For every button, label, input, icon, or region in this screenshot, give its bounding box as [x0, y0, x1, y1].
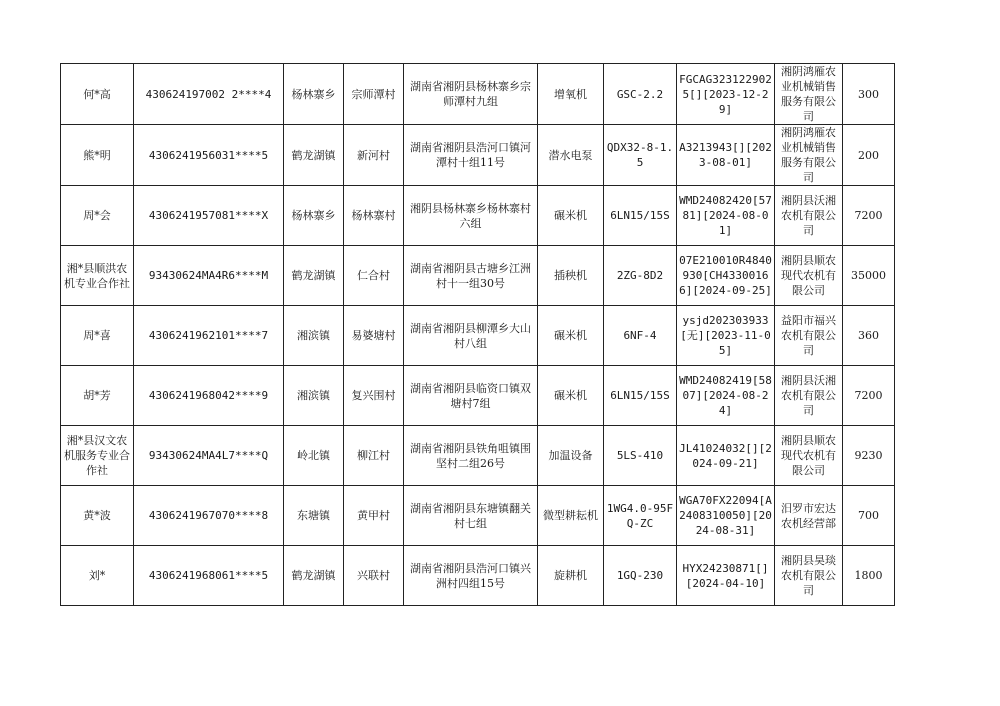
dealer-cell: 湘阴鸿雁农业机械销售服务有限公司: [775, 125, 843, 186]
id-number-cell: 93430624MA4L7****Q: [134, 426, 284, 486]
model-cell: 1GQ-230: [604, 546, 677, 606]
address-cell: 湖南省湘阴县杨林寨乡宗师潭村九组: [404, 64, 538, 125]
town-cell: 鹤龙湖镇: [284, 125, 344, 186]
machine-type-cell: 旋耕机: [538, 546, 604, 606]
id-number-cell: 4306241957081****X: [134, 186, 284, 246]
address-cell: 湖南省湘阴县古塘乡江洲村十一组30号: [404, 246, 538, 306]
serial-number-cell: ysjd202303933[无][2023-11-05]: [677, 306, 775, 366]
id-number-cell: 430624197002 2****4: [134, 64, 284, 125]
id-number-cell: 4306241968061****5: [134, 546, 284, 606]
address-cell: 湖南省湘阴县浩河口镇兴洲村四组15号: [404, 546, 538, 606]
town-cell: 鹤龙湖镇: [284, 246, 344, 306]
model-cell: QDX32-8-1.5: [604, 125, 677, 186]
table-row: [61, 306, 895, 366]
serial-number-cell: JL41024032[][2024-09-21]: [677, 426, 775, 486]
applicant-name-cell: 黄*波: [61, 486, 134, 546]
dealer-cell: 湘阴县顺农现代农机有限公司: [775, 246, 843, 306]
table-row: [61, 64, 895, 125]
town-cell: 杨林寨乡: [284, 186, 344, 246]
model-cell: GSC-2.2: [604, 64, 677, 125]
village-cell: 新河村: [344, 125, 404, 186]
dealer-cell: 湘阴县顺农现代农机有限公司: [775, 426, 843, 486]
subsidy-amount-cell: 200: [843, 125, 895, 186]
id-number-cell: 93430624MA4R6****M: [134, 246, 284, 306]
serial-number-cell: WMD24082419[5807][2024-08-24]: [677, 366, 775, 426]
model-cell: 5LS-410: [604, 426, 677, 486]
model-cell: 2ZG-8D2: [604, 246, 677, 306]
applicant-name-cell: 熊*明: [61, 125, 134, 186]
subsidy-table: [60, 63, 895, 606]
dealer-cell: 湘阴县沃湘农机有限公司: [775, 366, 843, 426]
dealer-cell: 湘阴鸿雁农业机械销售服务有限公司: [775, 64, 843, 125]
subsidy-amount-cell: 300: [843, 64, 895, 125]
subsidy-amount-cell: 360: [843, 306, 895, 366]
town-cell: 杨林寨乡: [284, 64, 344, 125]
machine-type-cell: 碾米机: [538, 186, 604, 246]
town-cell: 湘滨镇: [284, 306, 344, 366]
village-cell: 复兴围村: [344, 366, 404, 426]
applicant-name-cell: 胡*芳: [61, 366, 134, 426]
village-cell: 易婆塘村: [344, 306, 404, 366]
address-cell: 湖南省湘阴县临资口镇双塘村7组: [404, 366, 538, 426]
subsidy-amount-cell: 7200: [843, 366, 895, 426]
machine-type-cell: 潜水电泵: [538, 125, 604, 186]
town-cell: 东塘镇: [284, 486, 344, 546]
serial-number-cell: FGCAG3231229025[][2023-12-29]: [677, 64, 775, 125]
village-cell: 黄甲村: [344, 486, 404, 546]
table-row: [61, 366, 895, 426]
machine-type-cell: 增氧机: [538, 64, 604, 125]
id-number-cell: 4306241967070****8: [134, 486, 284, 546]
village-cell: 柳江村: [344, 426, 404, 486]
town-cell: 岭北镇: [284, 426, 344, 486]
village-cell: 杨林寨村: [344, 186, 404, 246]
serial-number-cell: WMD24082420[5781][2024-08-01]: [677, 186, 775, 246]
village-cell: 兴联村: [344, 546, 404, 606]
address-cell: 湖南省湘阴县铁角咀镇围坚村二组26号: [404, 426, 538, 486]
table-row: [61, 246, 895, 306]
village-cell: 宗师潭村: [344, 64, 404, 125]
applicant-name-cell: 何*高: [61, 64, 134, 125]
subsidy-amount-cell: 35000: [843, 246, 895, 306]
dealer-cell: 益阳市福兴农机有限公司: [775, 306, 843, 366]
id-number-cell: 4306241968042****9: [134, 366, 284, 426]
applicant-name-cell: 周*会: [61, 186, 134, 246]
subsidy-amount-cell: 700: [843, 486, 895, 546]
address-cell: 湖南省湘阴县东塘镇翻关村七组: [404, 486, 538, 546]
serial-number-cell: A3213943[][2023-08-01]: [677, 125, 775, 186]
serial-number-cell: WGA70FX22094[A2408310050][2024-08-31]: [677, 486, 775, 546]
address-cell: 湖南省湘阴县浩河口镇河潭村十组11号: [404, 125, 538, 186]
town-cell: 鹤龙湖镇: [284, 546, 344, 606]
table-row: [61, 426, 895, 486]
table-row: [61, 186, 895, 246]
model-cell: 6LN15/15S: [604, 366, 677, 426]
village-cell: 仁合村: [344, 246, 404, 306]
model-cell: 1WG4.0-95FQ-ZC: [604, 486, 677, 546]
serial-number-cell: HYX24230871[][2024-04-10]: [677, 546, 775, 606]
town-cell: 湘滨镇: [284, 366, 344, 426]
address-cell: 湖南省湘阴县柳潭乡大山村八组: [404, 306, 538, 366]
applicant-name-cell: 刘*: [61, 546, 134, 606]
model-cell: 6LN15/15S: [604, 186, 677, 246]
applicant-name-cell: 湘*县顺洪农机专业合作社: [61, 246, 134, 306]
dealer-cell: 湘阴县沃湘农机有限公司: [775, 186, 843, 246]
serial-number-cell: 07E210010R4840930[CH43300166][2024-09-25]: [677, 246, 775, 306]
machine-type-cell: 微型耕耘机: [538, 486, 604, 546]
id-number-cell: 4306241962101****7: [134, 306, 284, 366]
address-cell: 湘阴县杨林寨乡杨林寨村六组: [404, 186, 538, 246]
dealer-cell: 汨罗市宏达农机经营部: [775, 486, 843, 546]
machine-type-cell: 加温设备: [538, 426, 604, 486]
table-row: [61, 546, 895, 606]
machine-type-cell: 碾米机: [538, 366, 604, 426]
subsidy-amount-cell: 1800: [843, 546, 895, 606]
id-number-cell: 4306241956031****5: [134, 125, 284, 186]
subsidy-amount-cell: 9230: [843, 426, 895, 486]
dealer-cell: 湘阴县昊琰农机有限公司: [775, 546, 843, 606]
table-row: [61, 486, 895, 546]
applicant-name-cell: 周*喜: [61, 306, 134, 366]
machine-type-cell: 碾米机: [538, 306, 604, 366]
table-row: [61, 125, 895, 186]
machine-type-cell: 插秧机: [538, 246, 604, 306]
subsidy-amount-cell: 7200: [843, 186, 895, 246]
applicant-name-cell: 湘*县汉文农机服务专业合作社: [61, 426, 134, 486]
model-cell: 6NF-4: [604, 306, 677, 366]
